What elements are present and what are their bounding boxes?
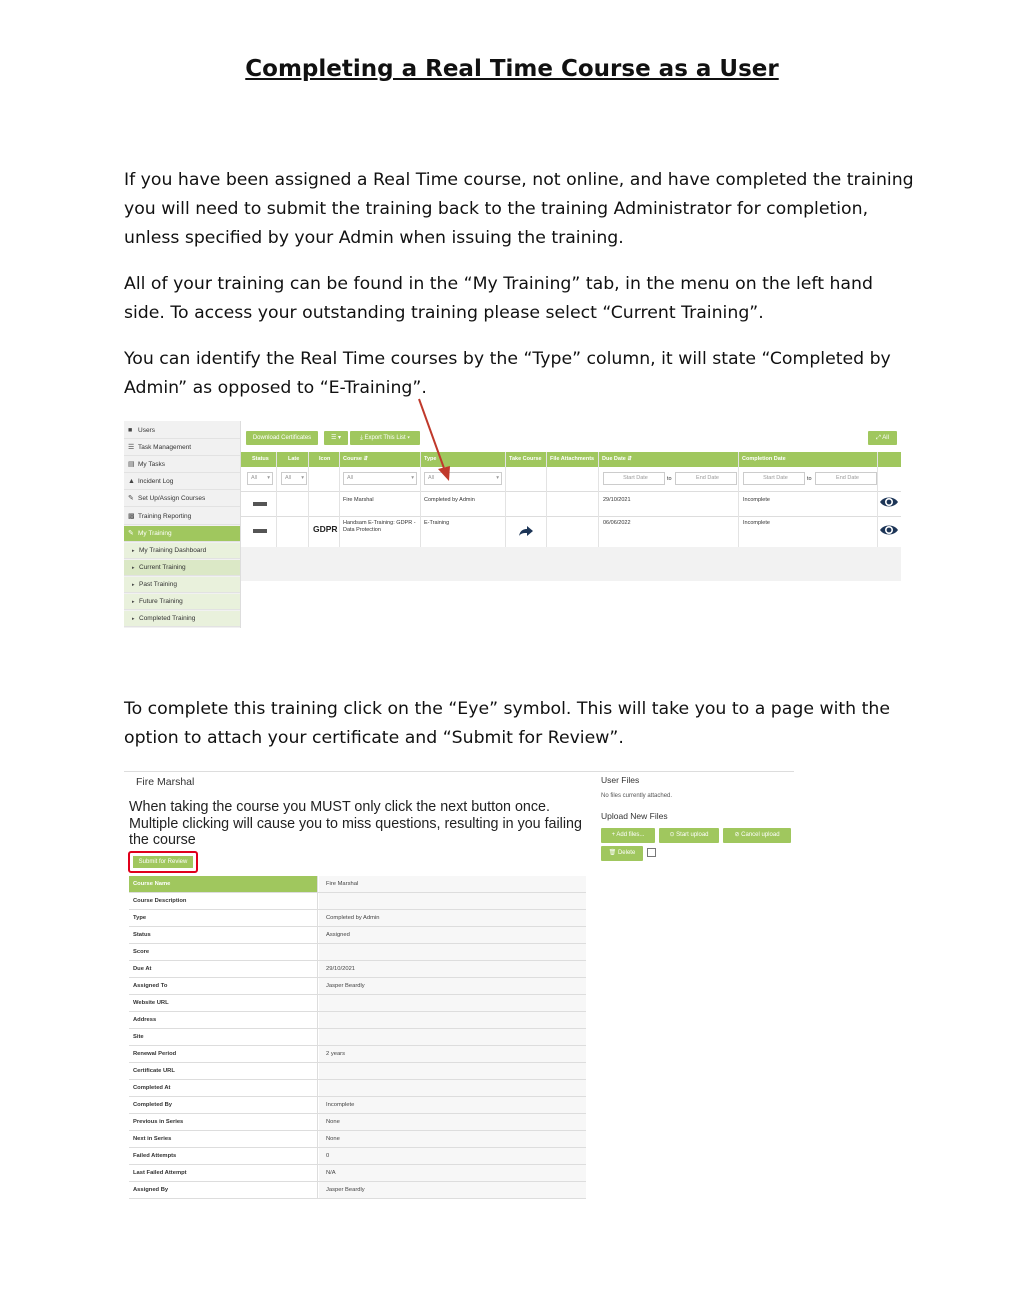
detail-row xyxy=(129,1182,586,1199)
document-title: Completing a Real Time Course as a User xyxy=(245,56,779,82)
column-file-attachments: File Attachments xyxy=(550,456,595,462)
table-row xyxy=(241,516,901,548)
detail-label: Address xyxy=(129,1012,318,1028)
column-take-course: Take Course xyxy=(509,456,542,462)
status-indicator-icon xyxy=(253,502,267,506)
chevron-down-icon: ▾ xyxy=(267,475,270,481)
detail-label: Completed At xyxy=(129,1080,318,1096)
detail-value: Jasper Beardly xyxy=(319,1182,586,1198)
sidebar-item-current-training[interactable] xyxy=(124,560,240,576)
caret-right-icon: ▸ xyxy=(132,565,135,571)
column-status[interactable]: Status xyxy=(252,456,269,462)
detail-value xyxy=(319,944,586,960)
column-divider xyxy=(339,452,340,547)
my-training-paragraph: All of your training can be found in the “My Training” tab, in the menu on the left hand side. To access your outstanding training please select “Current Training”. xyxy=(124,274,873,323)
status-filter[interactable] xyxy=(247,472,273,485)
detail-value: Jasper Beardly xyxy=(319,978,586,994)
column-divider xyxy=(598,452,599,547)
submit-for-review-button[interactable]: Submit for Review xyxy=(133,856,193,868)
chevron-down-icon: ▾ xyxy=(496,475,499,481)
detail-value: 2 years xyxy=(319,1046,586,1062)
due-date-to-label: to xyxy=(667,476,672,482)
detail-label: Type xyxy=(129,910,318,926)
detail-label: Renewal Period xyxy=(129,1046,318,1062)
sidebar-item-label: Completed Training xyxy=(139,615,196,622)
detail-label: Course Name xyxy=(129,876,318,892)
detail-row xyxy=(129,1097,586,1114)
column-divider xyxy=(546,452,547,547)
edit-icon: ✎ xyxy=(128,495,134,502)
sidebar-item-completed-training[interactable] xyxy=(124,611,240,627)
detail-row xyxy=(129,944,586,961)
upload-new-files-title: Upload New Files xyxy=(601,811,668,821)
sidebar-item-training-reporting[interactable] xyxy=(124,509,240,525)
detail-row xyxy=(129,1063,586,1080)
detail-row xyxy=(129,1046,586,1063)
course-filter-value: All xyxy=(347,475,354,481)
detail-value: None xyxy=(319,1114,586,1130)
caret-right-icon: ▸ xyxy=(132,599,135,605)
due-date-cell: 29/10/2021 xyxy=(603,497,631,503)
caret-right-icon: ▸ xyxy=(132,582,135,588)
detail-row xyxy=(129,893,586,910)
detail-row xyxy=(129,1148,586,1165)
detail-value xyxy=(319,1012,586,1028)
detail-label: Next in Series xyxy=(129,1131,318,1147)
sidebar-item-set-up-assign-courses[interactable] xyxy=(124,491,240,507)
detail-row xyxy=(129,1012,586,1029)
detail-value xyxy=(319,893,586,909)
sidebar-item-label: Set Up/Assign Courses xyxy=(138,495,206,502)
caret-right-icon: ▸ xyxy=(132,548,135,554)
sidebar-item-label: Incident Log xyxy=(138,478,174,485)
late-filter[interactable] xyxy=(281,472,307,485)
table-row xyxy=(241,491,901,517)
detail-label: Status xyxy=(129,927,318,943)
completion-start-date-input[interactable]: Start Date xyxy=(743,472,805,485)
detail-value xyxy=(319,1080,586,1096)
detail-row xyxy=(129,876,586,893)
filter-row xyxy=(241,467,901,492)
detail-label: Last Failed Attempt xyxy=(129,1165,318,1181)
add-files-button[interactable]: + Add files... xyxy=(601,828,655,843)
chevron-down-icon: ▾ xyxy=(411,475,414,481)
download-certificates-button[interactable]: Download Certificates xyxy=(246,431,318,445)
users-icon: ■ xyxy=(128,427,133,434)
detail-label: Certificate URL xyxy=(129,1063,318,1079)
user-files-title: User Files xyxy=(601,775,640,785)
detail-label: Course Description xyxy=(129,893,318,909)
column-course[interactable]: Course ⇵ xyxy=(343,456,369,462)
detail-row xyxy=(129,927,586,944)
detail-row xyxy=(129,961,586,978)
sidebar-menu xyxy=(124,421,241,628)
detail-label: Score xyxy=(129,944,318,960)
start-upload-button[interactable]: ⊙ Start upload xyxy=(659,828,719,843)
expand-all-button[interactable]: ⤢ All xyxy=(868,431,897,445)
detail-value: Fire Marshal xyxy=(319,876,586,892)
chevron-down-icon: ▾ xyxy=(301,475,304,481)
course-title: Fire Marshal xyxy=(136,776,195,788)
sidebar-item-label: My Training Dashboard xyxy=(139,547,207,554)
column-divider xyxy=(877,452,878,547)
detail-value: 29/10/2021 xyxy=(319,961,586,977)
detail-row xyxy=(129,910,586,927)
sidebar-item-my-training-dashboard[interactable] xyxy=(124,543,240,559)
delete-button[interactable]: 🗑 Delete xyxy=(601,846,643,861)
detail-label: Assigned To xyxy=(129,978,318,994)
sidebar-item-label: Users xyxy=(138,427,155,434)
detail-value: N/A xyxy=(319,1165,586,1181)
type-cell: Completed by Admin xyxy=(424,497,475,503)
detail-row xyxy=(129,995,586,1012)
tasks-icon: ▤ xyxy=(128,461,135,468)
detail-value xyxy=(319,1029,586,1045)
caret-right-icon: ▸ xyxy=(132,616,135,622)
detail-row xyxy=(129,1114,586,1131)
detail-row xyxy=(129,1131,586,1148)
table-footer xyxy=(241,547,901,581)
top-divider xyxy=(124,771,794,772)
chart-icon: ▩ xyxy=(128,513,135,520)
course-cell: Fire Marshal xyxy=(343,497,374,503)
column-late[interactable]: Late xyxy=(288,456,300,462)
column-divider xyxy=(738,452,739,547)
column-type[interactable]: Type xyxy=(424,456,437,462)
completion-end-date-input[interactable]: End Date xyxy=(815,472,877,485)
detail-row xyxy=(129,1029,586,1046)
detail-value: Assigned xyxy=(319,927,586,943)
eye-symbol-paragraph: To complete this training click on the “Eye” symbol. This will take you to a page with the option to attach your certificate and “Submit for Review”. xyxy=(124,699,890,748)
detail-row xyxy=(129,1080,586,1097)
column-icon: Icon xyxy=(319,456,331,462)
sidebar-item-label: My Training xyxy=(138,530,172,537)
columns-menu-button[interactable]: ☰ ▾ xyxy=(324,431,348,445)
intro-paragraph: If you have been assigned a Real Time course, not online, and have completed the training you will need to submit the training back to the training Administrator for completion, unless specified by your Admin when issuing the training. xyxy=(124,170,914,248)
detail-label: Failed Attempts xyxy=(129,1148,318,1164)
detail-label: Due At xyxy=(129,961,318,977)
sidebar-item-my-tasks[interactable] xyxy=(124,457,240,473)
column-due-date[interactable]: Due Date ⇵ xyxy=(602,456,632,462)
table-header xyxy=(241,452,901,467)
detail-value: Incomplete xyxy=(319,1097,586,1113)
cancel-upload-button[interactable]: ⊘ Cancel upload xyxy=(723,828,791,843)
no-files-message: No files currently attached. xyxy=(601,793,673,799)
column-divider xyxy=(276,452,277,547)
type-cell: E-Training xyxy=(424,520,450,526)
list-icon: ☰ xyxy=(128,444,135,451)
sidebar-item-label: Training Reporting xyxy=(138,513,192,520)
gdpr-course-icon: GDPR xyxy=(313,524,338,534)
type-filter-value: All xyxy=(428,475,435,481)
detail-label: Assigned By xyxy=(129,1182,318,1198)
sidebar-item-users[interactable] xyxy=(124,423,240,439)
sidebar-item-label: Current Training xyxy=(139,564,186,571)
detail-value xyxy=(319,1063,586,1079)
due-end-date-input[interactable]: End Date xyxy=(675,472,737,485)
status-filter-value: All xyxy=(251,475,258,481)
take-course-arrow-icon[interactable] xyxy=(518,525,534,537)
warning-message: When taking the course you MUST only click the next button once. Multiple clicking will cause you to miss questions, resulting in you failing the course xyxy=(129,799,582,848)
detail-label: Website URL xyxy=(129,995,318,1011)
detail-label: Previous in Series xyxy=(129,1114,318,1130)
sidebar-item-label: Task Management xyxy=(138,444,192,451)
detail-row xyxy=(129,1165,586,1182)
detail-label: Completed By xyxy=(129,1097,318,1113)
completion-date-cell: Incomplete xyxy=(743,497,770,503)
detail-value: None xyxy=(319,1131,586,1147)
column-divider xyxy=(505,452,506,547)
type-column-paragraph: You can identify the Real Time courses by the “Type” column, it will state “Completed by Admin” as opposed to “E-Training”. xyxy=(124,349,891,398)
sidebar-item-label: My Tasks xyxy=(138,461,165,468)
status-indicator-icon xyxy=(253,529,267,533)
submit-highlight-box xyxy=(128,851,198,873)
pencil-icon: ✎ xyxy=(128,530,134,537)
sidebar-item-incident-log[interactable] xyxy=(124,474,240,490)
course-details-screenshot xyxy=(124,771,794,1201)
sidebar-item-my-training[interactable] xyxy=(124,526,240,542)
export-list-button[interactable]: ⤓ Export This List ▾ xyxy=(350,431,420,445)
course-cell: Handsam E-Training: GDPR - Data Protection xyxy=(343,520,416,533)
detail-value: 0 xyxy=(319,1148,586,1164)
completion-date-cell: Incomplete xyxy=(743,520,770,526)
annotation-arrow-icon xyxy=(405,395,455,485)
sidebar-item-future-training[interactable] xyxy=(124,594,240,610)
detail-value: Completed by Admin xyxy=(319,910,586,926)
detail-row xyxy=(129,978,586,995)
column-completion-date[interactable]: Completion Date xyxy=(742,456,786,462)
sidebar-item-label: Future Training xyxy=(139,598,183,605)
sidebar-item-task-management[interactable] xyxy=(124,440,240,456)
late-filter-value: All xyxy=(285,475,292,481)
column-divider xyxy=(308,452,309,547)
select-all-checkbox[interactable] xyxy=(647,848,656,857)
current-training-screenshot xyxy=(124,421,901,628)
detail-label: Site xyxy=(129,1029,318,1045)
eye-icon[interactable] xyxy=(879,494,899,510)
sidebar-item-past-training[interactable] xyxy=(124,577,240,593)
eye-icon[interactable] xyxy=(879,522,899,538)
sidebar-item-label: Past Training xyxy=(139,581,177,588)
due-date-cell: 06/06/2022 xyxy=(603,520,631,526)
completion-date-to-label: to xyxy=(807,476,812,482)
detail-value xyxy=(319,995,586,1011)
warning-icon: ▲ xyxy=(128,478,135,485)
due-start-date-input[interactable]: Start Date xyxy=(603,472,665,485)
